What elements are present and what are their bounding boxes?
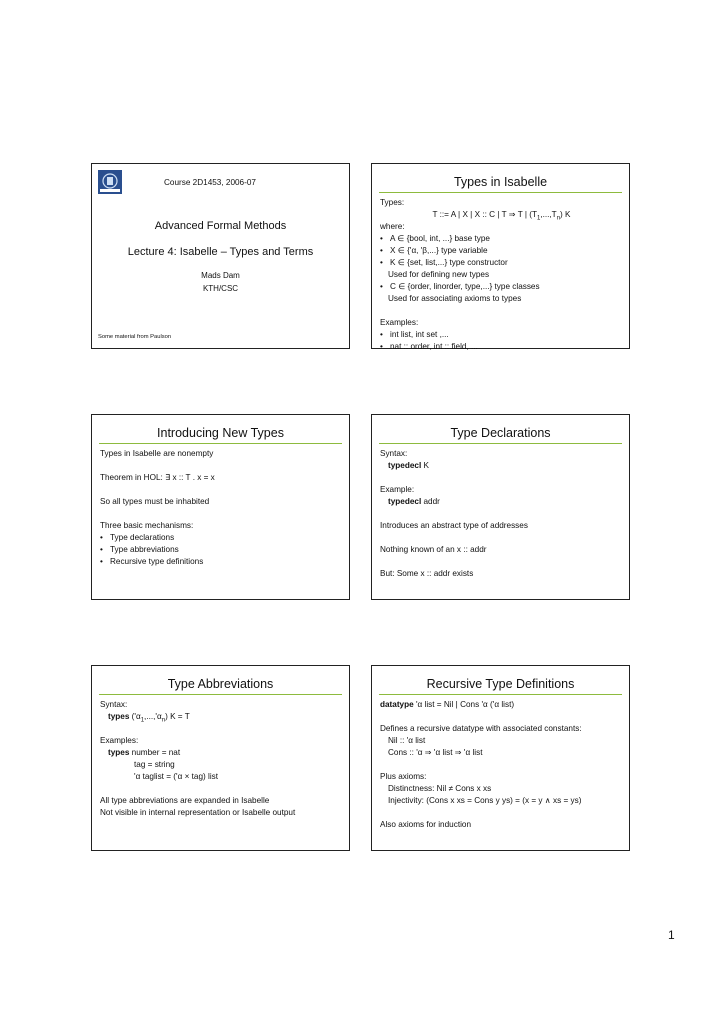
page-number: 1 [668,928,675,942]
line: Distinctness: Nil ≠ Cons x xs [388,784,492,793]
syntax-line: typedecl K [388,461,429,470]
line: Plus axioms: [380,772,427,781]
slide-title [91,163,350,349]
list-item: • A ∈ {bool, int, ...} base type [380,233,623,245]
datatype-line: datatype 'α list = Nil | Cons 'α ('α list) [380,700,515,709]
slide-body [380,197,623,353]
line: Example: [380,485,415,494]
title-underline [379,694,622,695]
line: So all types must be inhabited [100,497,210,506]
list-item: • X ∈ {'α, 'β,...} type variable [380,245,623,257]
list-item: • Type declarations [100,532,343,544]
line: Introduces an abstract type of addresses [380,521,528,530]
footnote: Some material from Paulson [98,334,172,340]
line: Cons :: 'α ⇒ 'α list ⇒ 'α list [388,748,483,757]
line: Syntax: [100,700,128,709]
slide-title-text: Recursive Type Definitions [426,677,575,691]
title-underline [379,192,622,193]
example-line: 'α taglist = ('α × tag) list [134,772,219,781]
line: Also axioms for induction [380,820,472,829]
line: Used for associating axioms to types [388,294,522,303]
line: Examples: [100,736,139,745]
slide-body [380,699,623,831]
slide-recursive-type-definitions [371,665,630,851]
title-underline [99,694,342,695]
slide-title-text: Type Abbreviations [167,677,274,691]
title-underline [379,443,622,444]
syntax-line: types $('\alpha_1,...,'\alpha_n) K = T$ [108,712,190,724]
type-grammar: T ::= A | X | X :: C | T ⇒ T | $(T_1,...,T_n)$ K [432,210,571,222]
line: where: [380,222,405,231]
line: All type abbreviations are expanded in Isabelle [100,796,270,805]
course-label: Course 2D1453, 2006-07 [164,178,256,187]
line: Examples: [380,318,419,327]
slide-type-abbreviations [91,665,350,851]
affiliation: KTH/CSC [202,284,239,293]
line: Nothing known of an x :: addr [380,545,487,554]
slide-type-declarations [371,414,630,600]
author: Mads Dam [201,271,240,280]
slide-introducing-new-types [91,414,350,600]
title-underline [99,443,342,444]
slide-title-text: Types in Isabelle [453,175,548,189]
lecture-title: Lecture 4: Isabelle – Types and Terms [127,246,314,258]
line: But: Some x :: addr exists [380,569,474,578]
line: Types: [380,198,405,207]
list-item: • int list, int set ,... [380,329,623,341]
slide-title-text: Type Declarations [450,426,551,440]
slide-body [100,699,343,819]
slide-title-text: Introducing New Types [157,426,284,440]
line: Types in Isabelle are nonempty [100,449,214,458]
example-line: tag = string [134,760,175,769]
list-item: • nat :: order, int :: field, ... [380,341,623,353]
line: Theorem in HOL: ∃ x :: T . x = x [100,473,215,482]
slide-types-in-isabelle [371,163,630,349]
slide-body [380,448,623,580]
list-item: • C ∈ {order, linorder, type,...} type classes [380,281,623,293]
line: Syntax: [380,449,408,458]
example-line: types number = nat [108,748,181,757]
course-heading: Advanced Formal Methods [154,220,287,232]
kth-logo-icon [98,170,122,194]
line: Three basic mechanisms: [100,521,194,530]
line: Used for defining new types [388,270,490,279]
example-line: typedecl addr [388,497,440,506]
list-item: • Type abbreviations [100,544,343,556]
list-item: • Recursive type definitions [100,556,343,568]
slide-body [100,448,343,568]
list-item: • K ∈ {set, list,...} type constructor [380,257,623,269]
line: Nil :: 'α list [388,736,426,745]
line: Injectivity: (Cons x xs = Cons y ys) = (x = y ∧ xs = ys) [388,796,582,805]
line: Defines a recursive datatype with associated constants: [380,724,582,733]
line: Not visible in internal representation or Isabelle output [100,808,296,817]
